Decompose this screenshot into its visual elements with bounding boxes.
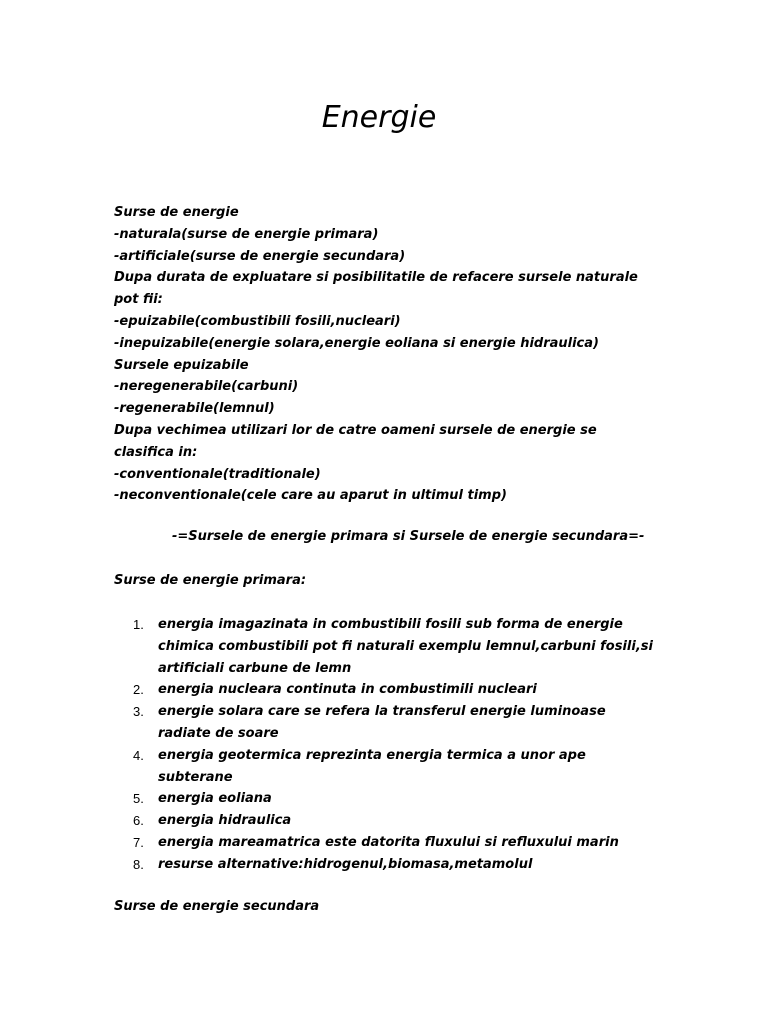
list-item	[114, 810, 674, 832]
intro-line: -regenerabile(lemnul)	[114, 401, 275, 417]
intro-line: -neconventionale(cele care au aparut in ultimul timp)	[114, 488, 507, 504]
list-item-line: energia hidraulica	[158, 813, 292, 829]
list-item-text	[158, 679, 674, 701]
list-number: 1.	[133, 617, 144, 632]
list-item-line: radiate de soare	[158, 725, 279, 741]
list-item-line: energia geotermica reprezinta energia termica a unor ape	[158, 747, 586, 763]
list-item	[114, 679, 674, 701]
list-number: 7.	[133, 834, 144, 850]
list-item	[114, 614, 674, 679]
list-item	[114, 745, 674, 789]
primary-sources-label: Surse de energie primara:	[114, 573, 307, 588]
intro-line: Sursele epuizabile	[114, 357, 249, 373]
list-item	[114, 701, 674, 745]
intro-line: Surse de energie	[114, 205, 239, 220]
list-number: 5.	[133, 791, 144, 807]
list-item-text	[158, 745, 674, 789]
list-item	[114, 832, 674, 854]
list-item-line: energia imagazinata in combustibili fosili sub forma de energie	[158, 617, 623, 632]
intro-line: -epuizabile(combustibili fosili,nucleari)	[114, 313, 401, 329]
intro-line: -neregenerabile(carbuni)	[114, 379, 299, 395]
list-item-line: energia eoliana	[158, 791, 272, 807]
list-item-text	[158, 854, 674, 876]
list-number: 4.	[133, 747, 144, 763]
intro-line: -naturala(surse de energie primara)	[114, 226, 379, 242]
list-item-line: resurse alternative:hidrogenul,biomasa,metamolul	[158, 856, 533, 872]
list-item	[114, 788, 674, 810]
secondary-sources-label: Surse de energie secundara	[114, 899, 320, 914]
list-item-line: energie solara care se refera la transferul energie luminoase	[158, 704, 606, 720]
list-item-text	[158, 614, 674, 679]
intro-line: Dupa durata de expluatare si posibilitatile de refacere sursele naturale	[114, 270, 638, 286]
list-number: 3.	[133, 704, 144, 720]
list-item-text	[158, 810, 674, 832]
intro-line: clasifica in:	[114, 444, 198, 460]
list-number: 6.	[133, 813, 144, 829]
intro-line: -inepuizabile(energie solara,energie eoliana si energie hidraulica)	[114, 335, 599, 351]
primary-sources-list	[114, 614, 674, 876]
list-item-line: energia nucleara continuta in combustimili nucleari	[158, 682, 537, 698]
list-item-text	[158, 832, 674, 854]
list-item-text	[158, 701, 674, 745]
list-number: 8.	[133, 856, 144, 872]
list-item-line: chimica combustibili pot fi naturali exemplu lemnul,carbuni fosili,si	[158, 638, 653, 654]
document-title: Energie	[321, 100, 437, 135]
section-heading: -=Sursele de energie primara si Sursele de energie secundara=-	[172, 529, 645, 544]
intro-line: Dupa vechimea utilizari lor de catre oameni sursele de energie se	[114, 422, 597, 438]
list-item-line: energia mareamatrica este datorita fluxului si refluxului marin	[158, 834, 619, 850]
list-item-line: subterane	[158, 769, 233, 785]
list-item	[114, 854, 674, 876]
intro-line: -artificiale(surse de energie secundara)	[114, 248, 406, 264]
list-number: 2.	[133, 682, 144, 698]
list-item-text	[158, 788, 674, 810]
intro-line: -conventionale(traditionale)	[114, 466, 321, 482]
intro-line: pot fii:	[114, 292, 163, 308]
list-item-line: artificiali carbune de lemn	[158, 660, 352, 676]
intro-paragraph	[114, 202, 674, 507]
